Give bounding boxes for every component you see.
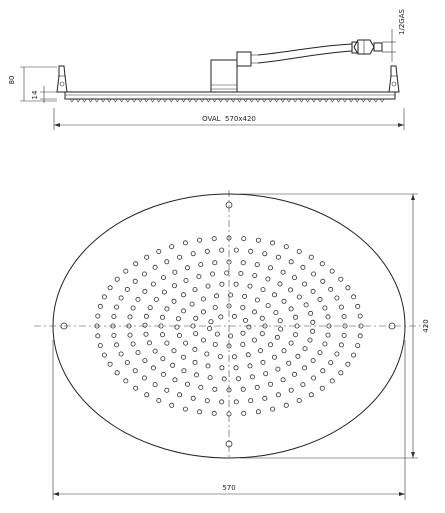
nozzle-hole <box>232 355 236 359</box>
nozzle-hole <box>272 355 276 359</box>
nozzle-hole <box>115 371 119 375</box>
nozzle-hole <box>248 284 252 288</box>
nozzle-hole <box>268 266 272 270</box>
nozzle-hole <box>212 237 216 241</box>
nozzle-hole <box>193 360 197 364</box>
nozzle-hole <box>318 351 322 355</box>
nozzle-hole <box>278 282 282 286</box>
nozzle-hole <box>220 282 224 286</box>
nozzle-hole <box>173 270 177 274</box>
nozzle-hole <box>311 329 315 333</box>
nozzle-hole <box>161 276 165 280</box>
nozzle-hole <box>288 288 292 292</box>
nozzle-hole <box>311 289 315 293</box>
nozzle-hole <box>208 326 212 330</box>
nozzle-hole <box>184 341 188 345</box>
nozzle-hole <box>304 303 308 307</box>
nozzle-hole <box>165 307 169 311</box>
nozzle-hole <box>115 305 119 309</box>
nozzle-hole <box>183 241 187 245</box>
nozzle-hole <box>261 360 265 364</box>
nozzle-hole <box>301 265 305 269</box>
nozzle-hole <box>198 410 202 414</box>
nozzle-hole <box>323 306 327 310</box>
nozzle-hole <box>352 353 356 357</box>
nozzle-hole <box>133 369 137 373</box>
nozzle-hole <box>303 347 307 351</box>
nozzle-hole <box>124 269 128 273</box>
nozzle-hole <box>201 338 205 342</box>
nozzle-hole <box>242 237 246 241</box>
nozzle-hole <box>301 383 305 387</box>
nozzle-hole <box>342 333 346 337</box>
nozzle-hole <box>234 400 238 404</box>
nozzle-hole <box>172 349 176 353</box>
nozzle-hole <box>134 386 138 390</box>
nozzle-hole <box>287 361 291 365</box>
nozzle-hole <box>309 255 313 259</box>
nozzle-hole <box>161 357 165 361</box>
nozzle-hole <box>171 363 175 367</box>
nozzle-hole <box>318 297 322 301</box>
nozzle-hole <box>210 272 214 276</box>
nozzle-hole <box>258 349 262 353</box>
nozzle-hole <box>296 354 300 358</box>
nozzle-hole <box>147 341 151 345</box>
nozzle-hole <box>98 344 102 348</box>
nozzle-hole <box>352 295 356 299</box>
nozzle-hole <box>339 305 343 309</box>
nozzle-hole <box>234 282 238 286</box>
nozzle-hole <box>213 261 217 265</box>
nozzle-hole <box>209 320 213 324</box>
nozzle-hole <box>256 410 260 414</box>
nozzle-hole <box>342 314 346 318</box>
nozzle-hole <box>346 286 350 290</box>
nozzle-hole <box>339 371 343 375</box>
left-mounting-clip <box>57 66 67 92</box>
nozzle-hole <box>263 252 267 256</box>
nozzle-hole <box>276 255 280 259</box>
nozzle-hole <box>115 277 119 281</box>
nozzle-hole <box>128 315 132 319</box>
nozzle-hole <box>289 260 293 264</box>
nozzle-hole <box>356 304 360 308</box>
nozzle-hole <box>266 304 270 308</box>
nozzle-hole <box>274 311 278 315</box>
nozzle-hole <box>185 266 189 270</box>
nozzle-hole <box>119 352 123 356</box>
nozzle-hole <box>153 383 157 387</box>
nozzle-hole <box>250 375 254 379</box>
nozzle-hole <box>323 342 327 346</box>
nozzle-hole <box>278 319 282 323</box>
nozzle-hole <box>330 269 334 273</box>
nozzle-hole <box>162 290 166 294</box>
nozzle-hole <box>157 398 161 402</box>
nozzle-hole <box>330 379 334 383</box>
nozzle-hole <box>312 272 316 276</box>
nozzle-hole <box>297 398 301 402</box>
plate-thickness-label: 14 <box>31 90 39 100</box>
nozzle-hole <box>215 294 219 298</box>
nozzle-hole <box>292 372 296 376</box>
nozzle-hole <box>339 343 343 347</box>
nozzle-hole <box>172 299 176 303</box>
nozzle-hole <box>232 314 236 318</box>
nozzle-hole <box>303 366 307 370</box>
nozzle-hole <box>131 306 135 310</box>
nozzle-hole <box>143 323 147 327</box>
nozzle-hole <box>212 411 216 415</box>
nozzle-hole <box>153 349 157 353</box>
nozzle-hole <box>190 302 194 306</box>
nozzle-hole <box>222 377 226 381</box>
nozzle-hole <box>249 399 253 403</box>
nozzle-hole <box>321 369 325 373</box>
nozzle-hole <box>136 297 140 301</box>
nozzle-hole <box>194 373 198 377</box>
nozzle-hole <box>148 306 152 310</box>
nozzle-hole <box>96 334 100 338</box>
nozzle-hole <box>133 279 137 283</box>
nozzle-hole <box>308 338 312 342</box>
nozzle-hole <box>125 361 129 365</box>
nozzle-hole <box>102 295 106 299</box>
nozzle-hole <box>182 309 186 313</box>
nozzle-hole <box>165 260 169 264</box>
nozzle-hole <box>264 372 268 376</box>
nozzle-hole <box>255 263 259 267</box>
nozzle-hole <box>177 333 181 337</box>
nozzle-hole <box>178 255 182 259</box>
nozzle-hole <box>143 359 147 363</box>
nozzle-hole <box>309 311 313 315</box>
nozzle-hole <box>144 314 148 318</box>
nozzle-hole <box>197 274 201 278</box>
nozzle-hole <box>102 353 106 357</box>
nozzle-hole <box>247 325 251 329</box>
nozzle-hole <box>134 262 138 266</box>
nozzle-hole <box>131 342 135 346</box>
nozzle-hole <box>320 262 324 266</box>
nozzle-hole <box>320 386 324 390</box>
nozzle-hole <box>282 349 286 353</box>
nozzle-hole <box>275 335 279 339</box>
nozzle-hole <box>144 332 148 336</box>
nozzle-hole <box>219 315 223 319</box>
nozzle-hole <box>198 238 202 242</box>
nozzle-hole <box>358 334 362 338</box>
nozzle-hole <box>215 332 219 336</box>
nozzle-hole <box>136 351 140 355</box>
nozzle-hole <box>261 288 265 292</box>
nozzle-hole <box>151 282 155 286</box>
nozzle-hole <box>161 372 165 376</box>
nozzle-hole <box>205 249 209 253</box>
nozzle-hole <box>311 320 315 324</box>
nozzle-hole <box>218 355 222 359</box>
shower-plate-profile <box>65 92 395 99</box>
nozzle-hole <box>266 277 270 281</box>
nozzle-hole <box>199 263 203 267</box>
nozzle-hole <box>241 261 245 265</box>
thickness-dimension-14 <box>31 86 57 103</box>
nozzle-hole <box>329 361 333 365</box>
nozzle-hole <box>191 252 195 256</box>
nozzle-hole <box>282 299 286 303</box>
nozzle-hole <box>112 314 116 318</box>
nozzle-hole <box>297 249 301 253</box>
nozzle-hole <box>191 396 195 400</box>
arm-connector <box>237 52 251 66</box>
nozzle-hole <box>145 255 149 259</box>
nozzle-hole <box>297 295 301 299</box>
nozzle-hole <box>172 284 176 288</box>
nozzle-hole <box>201 297 205 301</box>
nozzle-hole <box>199 385 203 389</box>
nozzle-hole <box>193 288 197 292</box>
nozzle-hole <box>185 382 189 386</box>
nozzle-hole <box>311 359 315 363</box>
nozzle-hole <box>252 338 256 342</box>
nozzle-hole <box>108 362 112 366</box>
nozzle-hole <box>281 270 285 274</box>
nozzle-hole <box>176 317 180 321</box>
top-view <box>34 190 430 500</box>
nozzle-hole <box>271 407 275 411</box>
nozzle-hole <box>194 332 198 336</box>
nozzle-hole <box>206 284 210 288</box>
nozzle-hole <box>143 289 147 293</box>
nozzle-hole <box>153 265 157 269</box>
nozzle-hole <box>260 332 264 336</box>
nozzle-hole <box>256 238 260 242</box>
nozzle-hole <box>326 315 330 319</box>
nozzle-hole <box>303 282 307 286</box>
nozzle-hole <box>193 347 197 351</box>
nozzle-hole <box>272 293 276 297</box>
nozzle-hole <box>271 241 275 245</box>
nozzle-hole <box>128 333 132 337</box>
nozzle-hole <box>279 327 283 331</box>
nozzle-hole <box>289 388 293 392</box>
nozzle-hole <box>249 249 253 253</box>
nozzle-hole <box>241 331 245 335</box>
nozzle-hole <box>142 376 146 380</box>
nozzle-hole <box>346 362 350 366</box>
nozzle-hole <box>112 333 116 337</box>
nozzle-hole <box>181 355 185 359</box>
nozzle-hole <box>160 333 164 337</box>
nozzle-hole <box>339 277 343 281</box>
nozzle-hole <box>292 276 296 280</box>
nozzle-hole <box>239 271 243 275</box>
nozzle-hole <box>183 407 187 411</box>
nozzle-hole <box>289 341 293 345</box>
nozzle-hole <box>225 271 229 275</box>
nozzle-hole <box>293 333 297 337</box>
nozzle-hole <box>253 274 257 278</box>
nozzle-hole <box>276 393 280 397</box>
nozzle-hole <box>268 382 272 386</box>
nozzle-hole <box>206 364 210 368</box>
nozzle-hole <box>213 342 217 346</box>
nozzle-hole <box>281 378 285 382</box>
nozzle-hole <box>356 344 360 348</box>
nozzle-hole <box>182 369 186 373</box>
nozzle-hole <box>241 305 245 309</box>
width-label: 570 <box>222 484 236 492</box>
side-width-dimension <box>54 108 404 130</box>
nozzle-hole <box>242 411 246 415</box>
nozzle-hole <box>289 307 293 311</box>
nozzle-hole <box>145 393 149 397</box>
connection-dimension <box>382 8 406 62</box>
nozzle-hole <box>241 387 245 391</box>
nozzle-hole <box>184 278 188 282</box>
nozzle-hole <box>157 249 161 253</box>
nozzle-hole <box>234 366 238 370</box>
nozzle-hole <box>165 388 169 392</box>
nozzle-hole <box>329 287 333 291</box>
nozzle-hole <box>173 378 177 382</box>
nozzle-hole <box>170 245 174 249</box>
nozzle-hole <box>321 279 325 283</box>
nozzle-hole <box>98 304 102 308</box>
nozzle-hole <box>234 248 238 252</box>
nozzle-hole <box>220 248 224 252</box>
nozzle-hole <box>243 318 247 322</box>
nozzle-hole <box>293 315 297 319</box>
nozzle-hole <box>326 333 330 337</box>
nozzle-hole <box>115 343 119 347</box>
nozzle-hole <box>205 352 209 356</box>
overall-height-label: 80 <box>8 75 16 85</box>
height-label: 420 <box>422 319 430 333</box>
side-view <box>8 8 406 130</box>
connection-label: 1/2GAS <box>398 9 406 35</box>
nozzle-hole <box>165 341 169 345</box>
nozzle-hole <box>260 316 264 320</box>
nozzle-hole <box>263 396 267 400</box>
nozzle-hole <box>213 305 217 309</box>
nozzle-hole <box>142 272 146 276</box>
right-mounting-clip <box>389 66 399 92</box>
nozzle-hole <box>246 353 250 357</box>
nozzle-hole <box>96 314 100 318</box>
nozzle-hole <box>276 367 280 371</box>
nozzle-hole <box>284 403 288 407</box>
nozzle-hole <box>125 287 129 291</box>
nozzle-hole <box>309 393 313 397</box>
nozzle-hole <box>284 245 288 249</box>
nozzle-hole <box>194 316 198 320</box>
nozzle-hole <box>255 385 259 389</box>
nozzle-hole <box>335 352 339 356</box>
nozzle-hole <box>175 325 179 329</box>
nozzle-hole <box>181 293 185 297</box>
nozzle-hole <box>220 400 224 404</box>
nozzle-hole <box>201 310 205 314</box>
nozzle-hole <box>220 366 224 370</box>
side-caption: OVAL 570x420 <box>202 115 256 123</box>
mounting-block <box>211 60 237 92</box>
nozzle-hole <box>248 364 252 368</box>
nozzle-hole <box>178 393 182 397</box>
nozzle-hole <box>255 298 259 302</box>
nozzle-hole <box>208 376 212 380</box>
nozzle-hole <box>358 314 362 318</box>
nozzle-hole <box>241 342 245 346</box>
nozzle-hole <box>151 366 155 370</box>
nozzle-hole <box>119 296 123 300</box>
nozzle-hole <box>243 294 247 298</box>
shower-arm <box>258 44 352 55</box>
nozzle-hole <box>268 343 272 347</box>
nozzle-hole <box>213 387 217 391</box>
nozzle-hole <box>170 403 174 407</box>
nozzle-hole <box>205 399 209 403</box>
nozzle-hole <box>236 377 240 381</box>
nozzle-hole <box>160 315 164 319</box>
nozzle-hole <box>108 286 112 290</box>
nozzle-hole <box>335 296 339 300</box>
nozzle-hole <box>252 310 256 314</box>
nozzle-hole <box>124 379 128 383</box>
nozzle-hole <box>312 376 316 380</box>
nozzle-hole <box>154 297 158 301</box>
